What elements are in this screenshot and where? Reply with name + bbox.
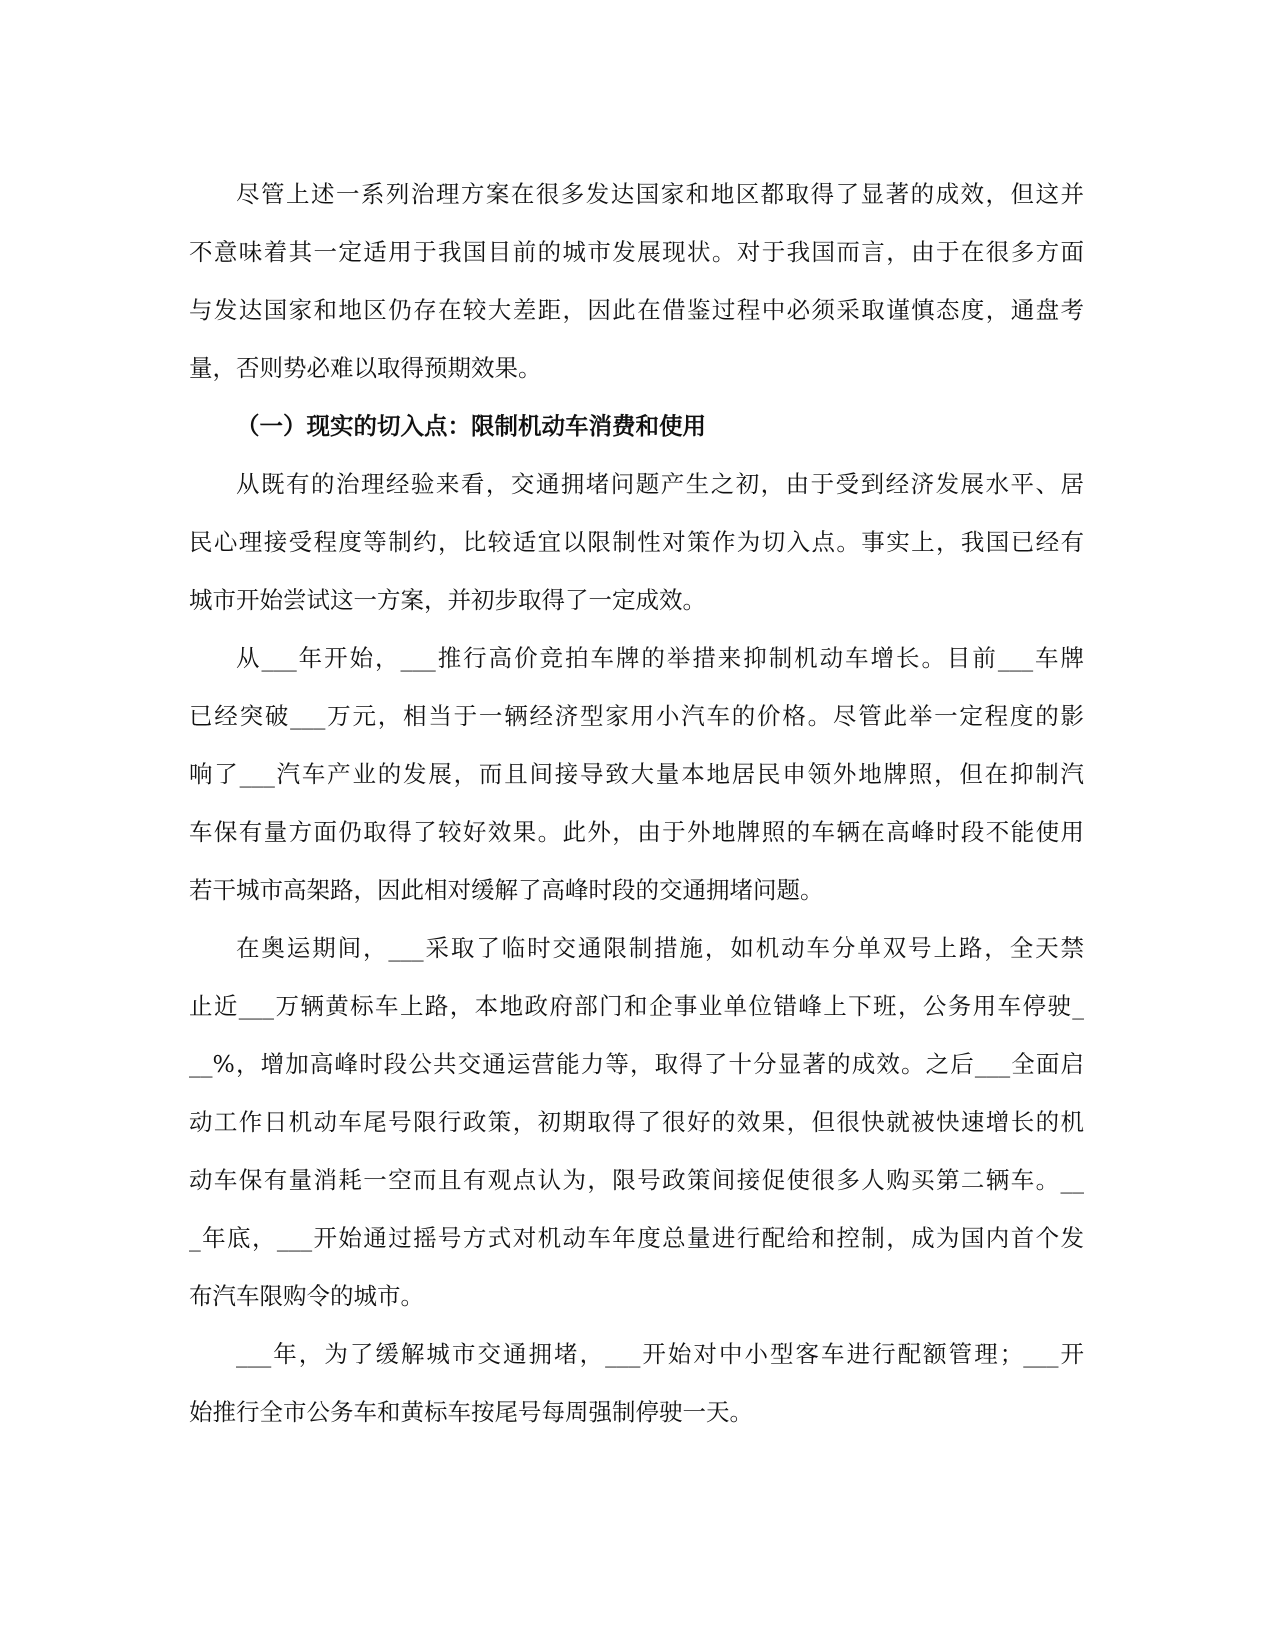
- paragraph-line: 不意味着其一定适用于我国目前的城市发展现状。对于我国而言，由于在很多方面: [189, 238, 1084, 266]
- paragraph-line: 布汽车限购令的城市。: [189, 1282, 424, 1310]
- paragraph-line: 响了___汽车产业的发展，而且间接导致大量本地居民申领外地牌照，但在抑制汽: [189, 760, 1084, 788]
- paragraph-line: _年底，___开始通过摇号方式对机动车年度总量进行配给和控制，成为国内首个发: [189, 1224, 1084, 1252]
- paragraph-line: 尽管上述一系列治理方案在很多发达国家和地区都取得了显著的成效，但这并: [236, 180, 1084, 208]
- paragraph-line: 量，否则势必难以取得预期效果。: [189, 354, 542, 382]
- paragraph-1: [189, 165, 1084, 397]
- paragraph-4: [189, 919, 1084, 1325]
- paragraph-3: [189, 629, 1084, 919]
- section-heading: （一）现实的切入点：限制机动车消费和使用: [236, 412, 706, 440]
- paragraph-line: 与发达国家和地区仍存在较大差距，因此在借鉴过程中必须采取谨慎态度，通盘考: [189, 296, 1084, 324]
- paragraph-2: [189, 455, 1084, 629]
- paragraph-line: 始推行全市公务车和黄标车按尾号每周强制停驶一天。: [189, 1398, 753, 1426]
- paragraph-line: ___年，为了缓解城市交通拥堵，___开始对中小型客车进行配额管理；___开: [236, 1340, 1084, 1368]
- paragraph-line: 动车保有量消耗一空而且有观点认为，限号政策间接促使很多人购买第二辆车。__: [189, 1166, 1084, 1194]
- paragraph-line: 从___年开始，___推行高价竞拍车牌的举措来抑制机动车增长。目前___车牌: [236, 644, 1084, 672]
- paragraph-line: 动工作日机动车尾号限行政策，初期取得了很好的效果，但很快就被快速增长的机: [189, 1108, 1084, 1136]
- paragraph-line: 民心理接受程度等制约，比较适宜以限制性对策作为切入点。事实上，我国已经有: [189, 528, 1084, 556]
- paragraph-line: 从既有的治理经验来看，交通拥堵问题产生之初，由于受到经济发展水平、居: [236, 470, 1084, 498]
- paragraph-line: 在奥运期间，___采取了临时交通限制措施，如机动车分单双号上路，全天禁: [236, 934, 1084, 962]
- paragraph-line: 城市开始尝试这一方案，并初步取得了一定成效。: [189, 586, 706, 614]
- paragraph-line: 若干城市高架路，因此相对缓解了高峰时段的交通拥堵问题。: [189, 876, 824, 904]
- paragraph-line: 车保有量方面仍取得了较好效果。此外，由于外地牌照的车辆在高峰时段不能使用: [189, 818, 1084, 846]
- paragraph-line: 已经突破___万元，相当于一辆经济型家用小汽车的价格。尽管此举一定程度的影: [189, 702, 1084, 730]
- paragraph-5: [189, 1325, 1084, 1441]
- paragraph-line: __%，增加高峰时段公共交通运营能力等，取得了十分显著的成效。之后___全面启: [189, 1050, 1084, 1078]
- document-body: [189, 165, 1084, 1441]
- paragraph-line: 止近___万辆黄标车上路，本地政府部门和企事业单位错峰上下班，公务用车停驶_: [189, 992, 1084, 1020]
